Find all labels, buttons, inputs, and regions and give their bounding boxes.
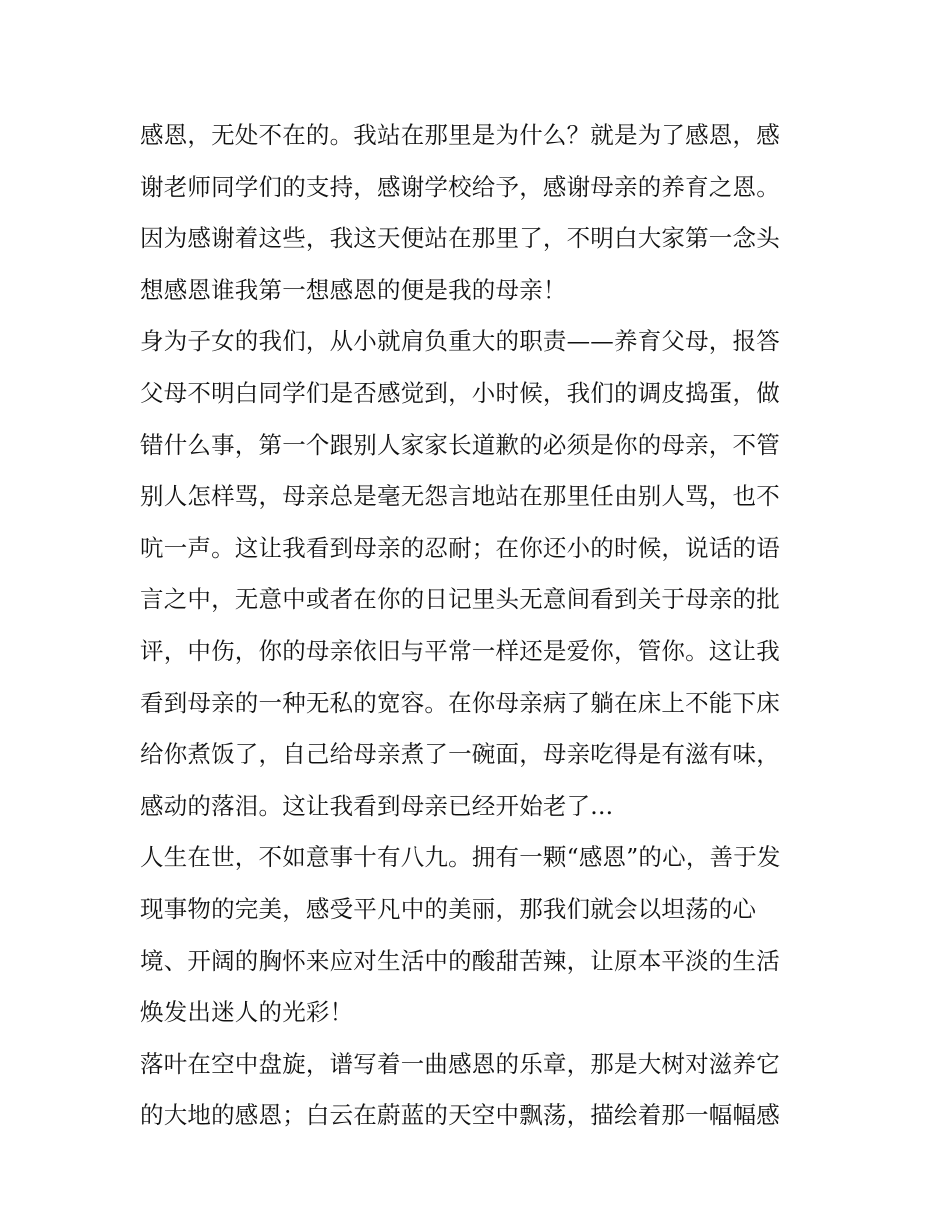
text-line: 想感恩谁我第一想感恩的便是我的母亲！ bbox=[140, 275, 567, 304]
text-line: 的大地的感恩；白云在蔚蓝的天空中飘荡，描绘着那一幅幅感 bbox=[140, 1101, 780, 1130]
text-line: 焕发出迷人的光彩！ bbox=[140, 998, 354, 1027]
text-line: 谢老师同学们的支持，感谢学校给予，感谢母亲的养育之恩。 bbox=[140, 172, 780, 201]
text-line: 父母不明白同学们是否感觉到，小时候，我们的调皮捣蛋，做 bbox=[140, 378, 780, 407]
body-text bbox=[140, 110, 820, 1142]
text-line: 境、开阔的胸怀来应对生活中的酸甜苦辣，让原本平淡的生活 bbox=[140, 946, 780, 975]
text-line: 别人怎样骂，母亲总是毫无怨言地站在那里任由别人骂，也不 bbox=[140, 482, 780, 511]
text-line: 错什么事，第一个跟别人家家长道歉的必须是你的母亲，不管 bbox=[140, 430, 780, 459]
text-line: 给你煮饭了，自己给母亲煮了一碗面，母亲吃得是有滋有味， bbox=[140, 740, 780, 769]
text-line: 人生在世，不如意事十有八九。拥有一颗“感恩”的心，善于发 bbox=[140, 843, 781, 872]
text-line: 评，中伤，你的母亲依旧与平常一样还是爱你，管你。这让我 bbox=[140, 636, 780, 665]
text-line: 落叶在空中盘旋，谱写着一曲感恩的乐章，那是大树对滋养它 bbox=[140, 1049, 780, 1078]
text-line: 因为感谢着这些，我这天便站在那里了，不明白大家第一念头 bbox=[140, 224, 780, 253]
text-line: 现事物的完美，感受平凡中的美丽，那我们就会以坦荡的心 bbox=[140, 894, 757, 923]
text-line: 感恩，无处不在的。我站在那里是为什么？就是为了感恩，感 bbox=[140, 121, 780, 149]
text-line: 身为子女的我们，从小就肩负重大的职责——养育父母，报答 bbox=[140, 327, 780, 356]
text-line: 吭一声。这让我看到母亲的忍耐；在你还小的时候，说话的语 bbox=[140, 533, 780, 562]
text-line: 言之中，无意中或者在你的日记里头无意间看到关于母亲的批 bbox=[140, 585, 780, 614]
text-line: 看到母亲的一种无私的宽容。在你母亲病了躺在床上不能下床 bbox=[140, 688, 780, 717]
text-line: 感动的落泪。这让我看到母亲已经开始老了... bbox=[140, 791, 614, 820]
